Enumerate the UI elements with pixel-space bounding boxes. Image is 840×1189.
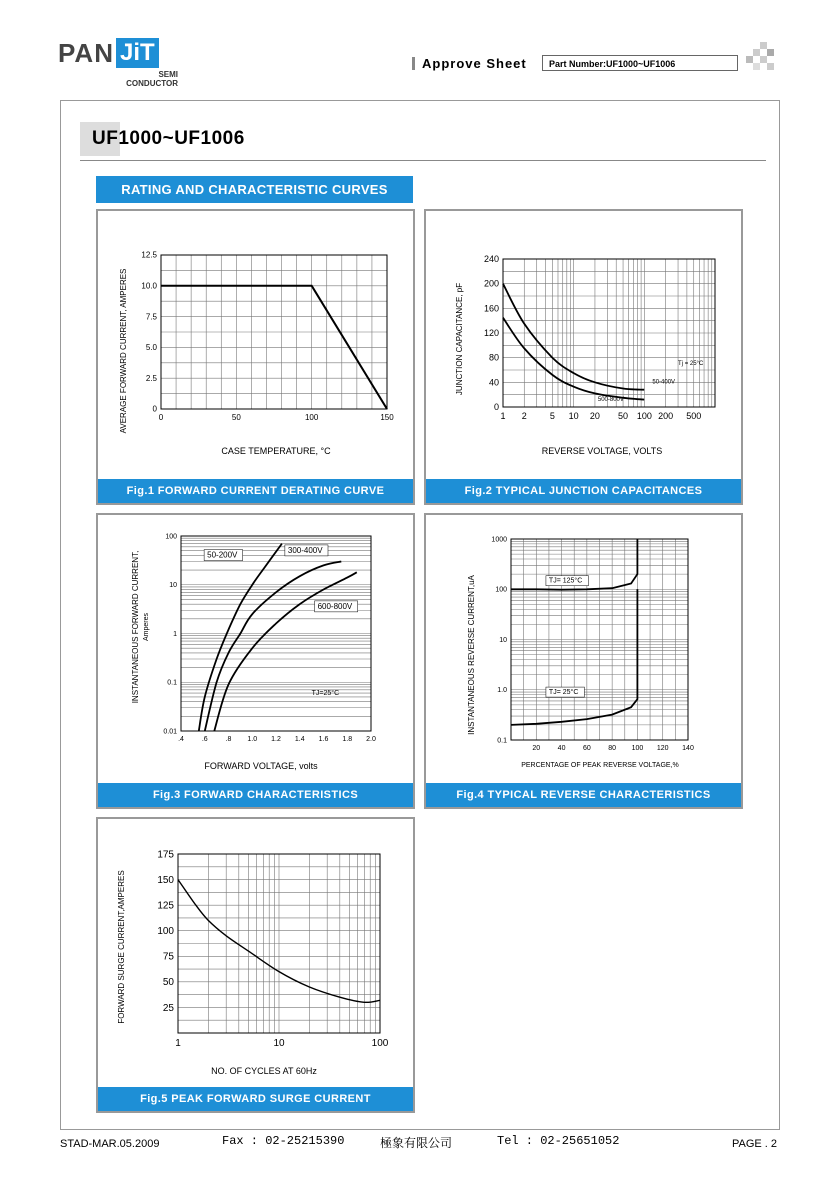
x-tick-label: 1 <box>175 1038 181 1049</box>
fig1-ylabel: AVERAGE FORWARD CURRENT, AMPERES <box>119 268 128 434</box>
fig3-chart <box>98 515 413 783</box>
fig4-panel <box>424 513 743 809</box>
x-tick-label: 80 <box>608 745 617 752</box>
series-label: 50-400V <box>652 379 676 386</box>
x-tick-label: 10 <box>273 1038 285 1049</box>
fig5-caption: Fig.5 PEAK FORWARD SURGE CURRENT <box>98 1087 413 1111</box>
y-tick-label: 1000 <box>491 536 507 544</box>
x-tick-label: .8 <box>225 736 232 743</box>
x-tick-label: 1.8 <box>342 736 353 743</box>
part-number-box: Part Number:UF1000~UF1006 <box>542 55 738 71</box>
y-tick-label: 1 <box>173 630 177 638</box>
fig3-ylabel-units: Amperes <box>143 612 150 642</box>
x-tick-label: 0 <box>158 413 164 422</box>
fig5-chart <box>98 819 413 1087</box>
x-tick-label: .6 <box>201 736 208 743</box>
fig3-caption: Fig.3 FORWARD CHARACTERISTICS <box>98 783 413 807</box>
y-tick-label: 100 <box>165 533 177 541</box>
page-title: UF1000~UF1006 <box>92 128 245 149</box>
x-tick-label: 1 <box>500 411 506 421</box>
series-line-3 <box>214 572 356 731</box>
panjit-logo <box>58 38 178 88</box>
fig2-panel <box>424 209 743 505</box>
x-tick-label: 1.2 <box>271 736 281 743</box>
footer-tel: Tel : 02-25651052 <box>497 1134 620 1148</box>
logo-subtitle <box>122 70 178 88</box>
approve-sheet-text: Approve Sheet <box>422 56 527 71</box>
x-tick-label: 100 <box>371 1038 389 1049</box>
y-tick-label: 160 <box>483 303 499 314</box>
chart-annotation: Tj = 25°C <box>678 361 704 368</box>
y-tick-label: 7.5 <box>145 312 157 322</box>
footer-fax: Fax : 02-25215390 <box>222 1134 345 1148</box>
logo-sub-conductor: CONDUCTOR <box>126 79 178 88</box>
x-tick-label: 40 <box>557 745 566 752</box>
y-tick-label: 50 <box>162 977 174 989</box>
fig4-caption: Fig.4 TYPICAL REVERSE CHARACTERISTICS <box>426 783 741 807</box>
y-tick-label: 0 <box>152 404 157 414</box>
fig1-chart <box>98 211 413 479</box>
y-tick-label: 240 <box>483 254 499 264</box>
y-tick-label: 100 <box>495 586 507 594</box>
fig3-ylabel: INSTANTANEOUS FORWARD CURRENT, <box>131 550 140 704</box>
y-tick-label: 0.01 <box>163 728 177 736</box>
series-label: TJ= 125°C <box>548 577 583 585</box>
fig1-panel <box>96 209 415 505</box>
fig1-caption: Fig.1 FORWARD CURRENT DERATING CURVE <box>98 479 413 503</box>
y-tick-label: 150 <box>157 874 174 886</box>
x-tick-label: 200 <box>658 411 674 421</box>
fig5-ylabel: FORWARD SURGE CURRENT,AMPERES <box>117 870 126 1024</box>
series-label: 50-200V <box>207 550 238 560</box>
y-tick-label: 5.0 <box>145 343 157 353</box>
y-tick-label: 12.5 <box>141 250 157 260</box>
y-tick-label: 10.0 <box>141 281 157 291</box>
y-tick-label: 10 <box>169 582 177 590</box>
x-tick-label: 100 <box>304 413 319 422</box>
approve-sheet-label <box>412 56 527 71</box>
fig2-xlabel: REVERSE VOLTAGE, VOLTS <box>541 446 663 456</box>
y-tick-label: 75 <box>162 951 174 963</box>
x-tick-label: 1.4 <box>294 736 305 743</box>
x-tick-label: 100 <box>636 411 652 421</box>
logo-jit-text: JiT <box>116 38 159 68</box>
y-tick-label: 1.0 <box>497 687 507 695</box>
x-tick-label: 1.6 <box>318 736 329 743</box>
y-tick-label: 125 <box>157 900 174 912</box>
series-label: 600-800V <box>317 601 353 611</box>
x-tick-label: 2 <box>521 411 527 421</box>
y-tick-label: 10 <box>499 636 507 644</box>
decorative-squares <box>746 42 780 76</box>
fig4-ylabel: INSTANTANEOUS REVERSE CURRENT,uA <box>467 575 476 735</box>
y-tick-label: 200 <box>483 278 499 289</box>
x-tick-label: 10 <box>568 411 579 421</box>
y-tick-label: 40 <box>488 377 499 388</box>
x-tick-label: 100 <box>631 745 644 752</box>
logo-sub-semi: SEMI <box>158 70 178 79</box>
series-label: TJ= 25°C <box>548 689 579 697</box>
fig5-panel <box>96 817 415 1113</box>
x-tick-label: 2.0 <box>366 736 376 743</box>
footer-page: PAGE . 2 <box>732 1138 778 1150</box>
fig4-xlabel: PERCENTAGE OF PEAK REVERSE VOLTAGE,% <box>521 762 679 769</box>
x-tick-label: 140 <box>682 745 694 752</box>
fig2-caption: Fig.2 TYPICAL JUNCTION CAPACITANCES <box>426 479 741 503</box>
series-label: 300-400V <box>287 545 323 555</box>
x-tick-label: 20 <box>532 745 541 752</box>
fig3-xlabel: FORWARD VOLTAGE, volts <box>204 761 318 771</box>
section-title: RATING AND CHARACTERISTIC CURVES <box>96 176 413 203</box>
y-tick-label: 80 <box>488 352 499 363</box>
footer-company: 極象有限公司 <box>380 1136 453 1150</box>
fig2-ylabel: JUNCTION CAPACITANCE, pF <box>455 282 464 396</box>
y-tick-label: 0.1 <box>497 737 507 745</box>
y-tick-label: 175 <box>157 849 174 861</box>
y-tick-label: 25 <box>162 1002 174 1014</box>
fig4-chart <box>426 515 741 783</box>
y-tick-label: 0 <box>493 402 499 412</box>
fig5-xlabel: NO. OF CYCLES AT 60Hz <box>211 1066 317 1076</box>
fig2-chart <box>426 211 741 479</box>
x-tick-label: 150 <box>380 413 394 422</box>
y-tick-label: 0.1 <box>167 679 177 687</box>
x-tick-label: 20 <box>589 411 600 421</box>
title-divider <box>80 160 766 161</box>
x-tick-label: .4 <box>178 736 184 743</box>
x-tick-label: 500 <box>686 411 702 421</box>
x-tick-label: 5 <box>549 411 555 421</box>
y-tick-label: 2.5 <box>145 373 157 383</box>
y-tick-label: 120 <box>483 328 499 338</box>
x-tick-label: 50 <box>231 413 241 422</box>
footer-date: STAD-MAR.05.2009 <box>60 1138 160 1150</box>
x-tick-label: 120 <box>656 745 669 752</box>
y-tick-label: 100 <box>157 926 174 938</box>
chart-annotation: TJ=25°C <box>311 689 340 697</box>
x-tick-label: 60 <box>582 745 591 752</box>
logo-pan-text: PAN <box>58 38 114 68</box>
fig3-panel <box>96 513 415 809</box>
series-label: 500-800V <box>597 396 624 403</box>
x-tick-label: 1.0 <box>247 736 258 743</box>
x-tick-label: 50 <box>618 411 629 421</box>
fig1-xlabel: CASE TEMPERATURE, °C <box>221 446 331 456</box>
